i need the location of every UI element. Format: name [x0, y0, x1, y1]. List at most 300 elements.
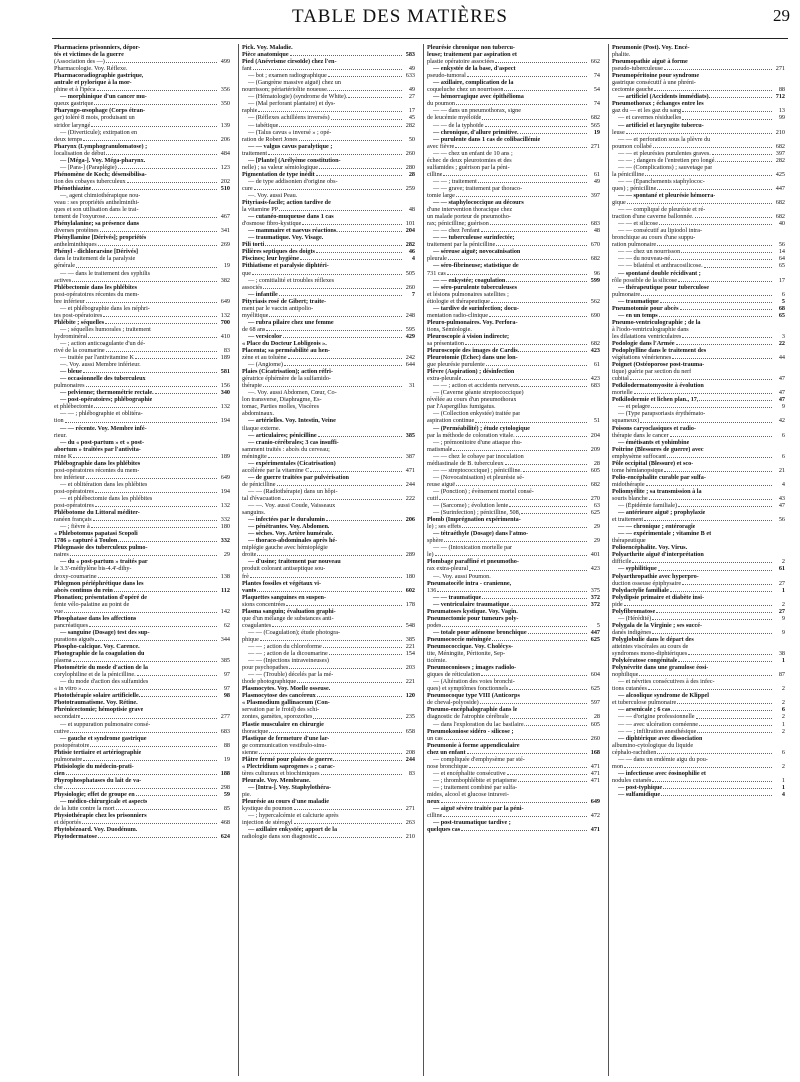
index-entry	[427, 86, 600, 93]
index-entry	[427, 629, 600, 636]
dot-leader	[95, 640, 217, 641]
index-entry	[612, 51, 785, 58]
entry-page-number: 289	[405, 551, 415, 559]
entry-text: cubital	[612, 375, 629, 383]
index-entry	[242, 819, 415, 826]
entry-text: — traumatique. Voy. Visage.	[248, 234, 324, 242]
entry-text: — d'usine; traitement par nouveau	[248, 558, 341, 566]
dot-leader	[657, 245, 772, 246]
entry-text: — [Méga-]. Voy. Méga-pharynx.	[60, 156, 146, 164]
entry-page-number: 54	[593, 86, 600, 94]
index-column-2	[238, 44, 415, 1076]
entry-text: Phényllamine [Dérivés]; propriétés	[54, 234, 147, 242]
entry-page-number: 221	[405, 642, 415, 650]
page-number: 29	[773, 6, 790, 25]
entry-text: droxy-coumarine	[54, 572, 97, 580]
entry-text: Pleurésie au cours d'une maladie	[242, 798, 329, 806]
entry-text: — hémorragique avec épithélioma	[433, 93, 524, 101]
dot-leader	[651, 407, 772, 408]
entry-page-number: 270	[590, 495, 600, 502]
dot-leader	[469, 767, 587, 768]
entry-text: — sulfamidique	[618, 790, 661, 798]
entry-text: — — et silicose	[618, 220, 659, 228]
entry-page-number: 74	[593, 100, 600, 108]
entry-text: emphysème suffocant	[612, 452, 667, 460]
entry-text: ration de Robert Jones	[242, 135, 298, 143]
entry-text: sulfamides ; guérison par la péni-	[427, 163, 510, 171]
index-entry	[427, 488, 600, 495]
index-entry	[54, 594, 230, 601]
index-entry	[242, 171, 415, 178]
index-entry	[427, 502, 600, 509]
index-entry	[427, 692, 600, 699]
dot-leader	[272, 626, 402, 627]
index-entry	[427, 565, 600, 572]
index-entry	[54, 93, 230, 100]
entry-page-number: 260	[405, 149, 415, 157]
dot-leader	[106, 62, 217, 63]
index-entry	[427, 227, 600, 234]
index-entry	[612, 248, 785, 255]
entry-page-number: 194	[220, 417, 230, 425]
index-entry	[427, 255, 600, 262]
index-entry	[612, 241, 785, 248]
entry-text: diagnostic de l'atrophie cérébrale	[427, 713, 509, 721]
entry-text: — enkystée de la base, d'aspect	[433, 65, 516, 73]
index-entry	[427, 171, 600, 178]
entry-text: Phrénicectomie; hémoptisie grave	[54, 706, 144, 714]
entry-text: Plaies (Cicatrisation); action réfri-	[242, 368, 333, 376]
entry-page-number: 132	[220, 502, 230, 510]
index-entry	[242, 812, 415, 819]
entry-page-number: 9	[781, 403, 785, 411]
dot-leader	[269, 732, 402, 733]
entry-page-number: 682	[590, 480, 600, 488]
entry-text: dans le traitement de la paralysie	[54, 255, 136, 263]
index-entry	[242, 678, 415, 685]
index-entry	[54, 178, 230, 185]
index-entry	[427, 791, 600, 798]
index-entry	[54, 544, 230, 551]
index-entry	[242, 382, 415, 389]
entry-text: Pleurotomie (Échec) dans une lon-	[427, 354, 518, 362]
entry-page-number: 209	[590, 445, 600, 453]
dot-leader	[284, 365, 402, 366]
dot-leader	[279, 210, 402, 211]
entry-text: « Plectridium saprogenes » ; carac-	[242, 762, 335, 770]
entry-text: danés indigènes	[612, 628, 652, 636]
index-entry	[242, 756, 415, 763]
dot-leader	[505, 464, 587, 465]
index-column-1	[54, 44, 230, 1076]
entry-text: — et phlébectomie dans les phlébites	[60, 495, 153, 502]
dot-leader	[447, 274, 587, 275]
index-entry	[242, 650, 415, 657]
dot-leader	[634, 393, 772, 394]
dot-leader	[682, 337, 772, 338]
index-entry	[54, 601, 230, 608]
entry-text: — rubra pilaire chez une femme	[248, 318, 334, 326]
entry-text: vue	[54, 607, 63, 615]
entry-text: pleurale	[427, 255, 447, 263]
entry-text: tique) guérie par section du nerf	[612, 368, 692, 376]
index-entry	[54, 51, 230, 58]
entry-text: — — et perforation sous la plèvre du	[618, 135, 711, 143]
index-entry	[427, 178, 600, 185]
entry-page-number: 595	[405, 325, 415, 333]
index-entry	[427, 375, 600, 382]
entry-text: médiastinale de B. tuberculeux	[427, 459, 504, 467]
entry-text: tite, Méningite, Péritonite, Sep-	[427, 650, 506, 658]
entry-page-number: 356	[220, 86, 230, 94]
entry-text: — (Collection enkystée) traitée par	[433, 410, 521, 418]
entry-text: par la méthode de coloration vitale.	[427, 431, 515, 439]
dot-leader	[520, 133, 587, 134]
entry-page-number: 50	[408, 135, 415, 143]
entry-page-number: 624	[220, 833, 230, 841]
entry-text: thérapie	[242, 382, 262, 390]
entry-text: générale	[54, 262, 75, 270]
entry-text: le 3.3'-méthylène bis-4.4'-dihy-	[54, 565, 132, 573]
dot-leader	[644, 520, 772, 521]
entry-page-number: 298	[220, 783, 230, 791]
entry-text: Pigmentation de type inédit	[242, 170, 315, 178]
index-entry	[427, 305, 600, 312]
entry-page-number: 189	[220, 452, 230, 460]
entry-page-number: 662	[590, 58, 600, 66]
index-entry	[427, 389, 600, 396]
entry-page-number: 47	[778, 396, 785, 404]
entry-text: Polio-encéphalite curable par sulfa-	[612, 473, 706, 481]
index-entry	[54, 44, 230, 51]
index-entry	[427, 446, 600, 453]
dot-leader	[335, 760, 402, 761]
entry-page-number: 471	[405, 466, 415, 474]
entry-page-number: 263	[405, 819, 415, 827]
entry-text: — du mode d'action des sulfamides	[60, 678, 149, 686]
index-entry	[612, 93, 785, 100]
entry-text: ticémie.	[427, 657, 447, 665]
index-entry	[54, 706, 230, 713]
entry-text: — artificiel et laryngite tubercu-	[618, 121, 704, 129]
entry-page-number: 97	[223, 671, 230, 679]
entry-text: Pili torti	[242, 241, 265, 249]
dot-leader	[86, 478, 217, 479]
index-entry	[612, 558, 785, 565]
index-entry	[54, 241, 230, 248]
index-entry	[242, 601, 415, 608]
entry-text: traitement par la pénicilline	[427, 241, 496, 249]
entry-text: de 68 ans	[242, 325, 266, 333]
index-entry	[612, 72, 785, 79]
index-entry	[242, 79, 415, 86]
index-entry	[612, 410, 785, 417]
dot-leader	[671, 259, 772, 260]
index-entry	[612, 136, 785, 143]
entry-text: Phonation; présentation d'opéré de	[54, 593, 147, 601]
index-entry	[54, 72, 230, 79]
entry-text: Plomb (Imprégnation expérimenta-	[427, 516, 521, 524]
entry-page-number: 604	[590, 671, 600, 679]
entry-page-number: 471	[590, 826, 600, 834]
entry-text: le) ; ses effets	[427, 523, 462, 531]
dot-leader	[682, 111, 772, 112]
index-entry	[242, 319, 415, 326]
entry-text: Podologie dans l'Armée	[612, 339, 675, 347]
dot-leader	[492, 640, 587, 641]
dot-leader	[73, 661, 217, 662]
index-entry	[427, 643, 600, 650]
index-entry	[242, 305, 415, 312]
entry-text: — — (Radiothérapie) dans un hôpi-	[248, 487, 338, 495]
dot-leader	[624, 605, 772, 606]
dot-leader	[254, 189, 402, 190]
entry-text: tion	[54, 417, 64, 425]
dot-leader	[82, 823, 217, 824]
index-entry	[612, 354, 785, 361]
entry-text: associés	[242, 283, 263, 291]
index-entry	[242, 157, 415, 164]
dot-leader	[91, 126, 217, 127]
entry-page-number: 375	[590, 586, 600, 594]
entry-page-number: 447	[590, 628, 600, 636]
dot-leader	[313, 718, 402, 719]
entry-text: giques de réticulation	[427, 671, 481, 679]
index-entry	[242, 763, 415, 770]
header-rule	[52, 38, 788, 39]
index-entry	[612, 100, 785, 107]
index-entry	[427, 312, 600, 319]
dot-leader	[268, 154, 402, 155]
dot-leader	[469, 570, 587, 571]
index-entry	[242, 93, 415, 100]
entry-page-number: 510	[220, 184, 230, 192]
dot-leader	[106, 351, 217, 352]
dot-leader	[317, 696, 402, 697]
entry-text: gique	[612, 199, 626, 207]
entry-text: rivé de la coumarine	[54, 347, 105, 355]
entry-page-number: 29	[223, 551, 230, 559]
entry-page-number: 194	[220, 487, 230, 495]
entry-text: — (Réflexes achilléens inversés)	[248, 114, 330, 122]
entry-text: anthelminthiques	[54, 241, 97, 249]
entry-text: — (Caverne géante streptococcique)	[433, 389, 524, 397]
dot-leader	[699, 400, 772, 401]
index-entry	[612, 749, 785, 756]
index-entry	[612, 565, 785, 572]
index-entry	[54, 227, 230, 234]
dot-leader	[645, 175, 772, 176]
entry-text: secondaire	[54, 713, 81, 721]
entry-text: Pneumopéritoine pour syndrome	[612, 72, 700, 80]
index-entry	[612, 488, 785, 495]
index-entry	[54, 643, 230, 650]
entry-page-number: 683	[220, 727, 230, 735]
entry-text: Poisons caryoclasiques et radio-	[612, 424, 697, 432]
dot-leader	[660, 302, 772, 303]
index-columns	[54, 44, 790, 1076]
dot-leader	[509, 506, 587, 507]
index-entry	[54, 114, 230, 121]
dot-leader	[323, 647, 402, 648]
dot-leader	[76, 267, 217, 268]
entry-text: — infectieuse avec éosinophilie et	[618, 769, 706, 777]
dot-leader	[652, 781, 772, 782]
entry-text: — ; traitement combiné par sulfa-	[433, 783, 518, 791]
dot-leader	[661, 795, 772, 796]
entry-text: Pilières septiques des doigts	[242, 248, 315, 256]
index-entry	[242, 671, 415, 678]
entry-text: — en un temps	[618, 311, 658, 319]
entry-text: post-opératoires	[54, 502, 94, 510]
entry-text: Photothérapie solaire artificielle.	[54, 692, 141, 700]
index-entry	[242, 664, 415, 671]
index-entry	[612, 425, 785, 432]
index-entry	[242, 629, 415, 636]
entry-text: Phtisie tertiaire et artériographie	[54, 748, 142, 756]
index-entry	[54, 262, 230, 269]
index-entry	[612, 432, 785, 439]
entry-text: tal d'évacuation	[242, 495, 281, 502]
entry-text: — spontané double récidivant ;	[618, 269, 701, 277]
index-entry	[242, 615, 415, 622]
dot-leader	[73, 457, 217, 458]
entry-page-number: 204	[405, 227, 415, 235]
index-entry	[242, 699, 415, 706]
entry-page-number: 581	[220, 368, 230, 376]
entry-page-number: 2	[781, 558, 785, 566]
index-entry	[427, 262, 600, 269]
entry-text: — ; prémonitoire d'une attaque rhu-	[433, 438, 522, 446]
entry-text: iliaque externe.	[242, 424, 281, 432]
entry-text: ranéen français	[54, 516, 92, 524]
entry-page-number: 13	[778, 107, 785, 115]
index-entry	[242, 396, 415, 403]
index-entry	[54, 248, 230, 255]
entry-text: ques) ; pénicilline	[612, 184, 657, 192]
entry-page-number: 499	[220, 58, 230, 66]
entry-text: cilline	[427, 812, 443, 820]
index-entry	[612, 763, 785, 770]
dot-leader	[137, 675, 217, 676]
entry-text: Pityriasis rosé de Gibert; traite-	[242, 297, 327, 305]
dot-leader	[288, 358, 403, 359]
entry-page-number: 4	[411, 255, 415, 263]
index-entry	[242, 495, 415, 502]
entry-text: Phlegmon périéphrétique dans les	[54, 579, 144, 587]
index-entry	[427, 798, 600, 805]
entry-text: Podophylline dans le traitement des	[612, 347, 707, 355]
dot-leader	[94, 407, 217, 408]
entry-text: — artérielles. Voy. Intestin, Veine	[248, 417, 336, 425]
entry-page-number: 372	[590, 593, 600, 601]
index-entry	[242, 544, 415, 551]
entry-text: —. Voy. aussi Abdomen, Cœur, Co-	[248, 389, 337, 397]
entry-page-number: 282	[405, 121, 415, 129]
index-entry	[612, 721, 785, 728]
entry-page-number: 178	[405, 600, 415, 608]
index-entry	[427, 713, 600, 720]
dot-leader	[329, 654, 402, 655]
entry-text: — — ; traitement	[433, 177, 477, 185]
entry-text: — du « post-partum » traités par	[60, 558, 148, 566]
entry-text: — aiguë sévère traitée par la péni-	[433, 805, 524, 813]
index-entry	[612, 770, 785, 777]
entry-text: Pneumonie (Post). Voy. Encé-	[612, 44, 690, 51]
dot-leader	[302, 224, 402, 225]
index-entry	[427, 107, 600, 114]
entry-text: pulmonaire	[54, 755, 83, 763]
entry-page-number: 47	[778, 375, 785, 383]
index-entry	[54, 382, 230, 389]
dot-leader	[632, 562, 772, 563]
dot-leader	[481, 231, 587, 232]
index-entry	[54, 558, 230, 565]
entry-page-number: 690	[590, 311, 600, 319]
entry-text: — — spontané et pleurésie hémorra-	[618, 191, 716, 199]
entry-text: Poïkilodermatomyosite à évolution	[612, 382, 704, 390]
dot-leader	[480, 703, 587, 704]
entry-text: Poitrine (Blessures de guerre) avec	[612, 445, 704, 453]
dot-leader	[289, 668, 402, 669]
index-entry	[54, 474, 230, 481]
entry-text: — (Diverticule); extirpation en	[60, 128, 138, 136]
entry-page-number: 682	[590, 339, 600, 347]
entry-text: pie.	[242, 790, 252, 798]
entry-text: — — (Coagulation); étude photogra-	[248, 628, 341, 636]
index-entry	[54, 100, 230, 107]
entry-page-number: 565	[590, 121, 600, 129]
entry-text: tomie large	[427, 191, 455, 199]
index-entry	[612, 368, 785, 375]
entry-text: Pityriasis-facile; action tardive de	[242, 199, 331, 207]
entry-text: Polyarthrite aiguë d'interprétation	[612, 551, 704, 559]
index-entry	[427, 805, 600, 812]
entry-text: — et suppuration pulmonaire consé-	[60, 720, 151, 728]
entry-text: nophilique	[612, 671, 639, 679]
index-entry	[54, 502, 230, 509]
entry-text: nose bronchique	[427, 762, 468, 770]
entry-text: thoracique	[242, 727, 269, 735]
entry-text: — morphinique d'un cancer mu-	[60, 93, 147, 101]
entry-page-number: 700	[220, 318, 230, 326]
entry-text: Pneumokoniose sidéro - silicose ;	[427, 727, 514, 735]
index-entry	[427, 608, 600, 615]
index-entry	[54, 573, 230, 580]
dot-leader	[717, 161, 772, 162]
entry-page-number: 6	[781, 290, 785, 298]
entry-page-number: 682	[590, 114, 600, 122]
index-entry	[242, 474, 415, 481]
entry-text: Poïkilodermie et lichen plan., 17,	[612, 396, 699, 404]
entry-page-number: 28	[408, 170, 415, 178]
index-entry	[612, 277, 785, 284]
entry-page-number: 61	[593, 170, 600, 178]
entry-page-number: 625	[590, 685, 600, 693]
entry-page-number: 602	[405, 586, 415, 594]
entry-text: Pneumectomie pour tumeurs poly-	[427, 614, 519, 622]
index-entry	[612, 777, 785, 784]
entry-text: que	[242, 269, 251, 277]
index-entry	[427, 114, 600, 121]
index-entry	[612, 361, 785, 368]
index-entry	[612, 305, 785, 312]
entry-text: Polyarthropathie avec hyperpro-	[612, 572, 699, 580]
entry-page-number: 44	[778, 354, 785, 362]
index-entry	[427, 277, 600, 284]
dot-leader	[695, 217, 772, 218]
entry-text: squameux)	[612, 417, 640, 425]
